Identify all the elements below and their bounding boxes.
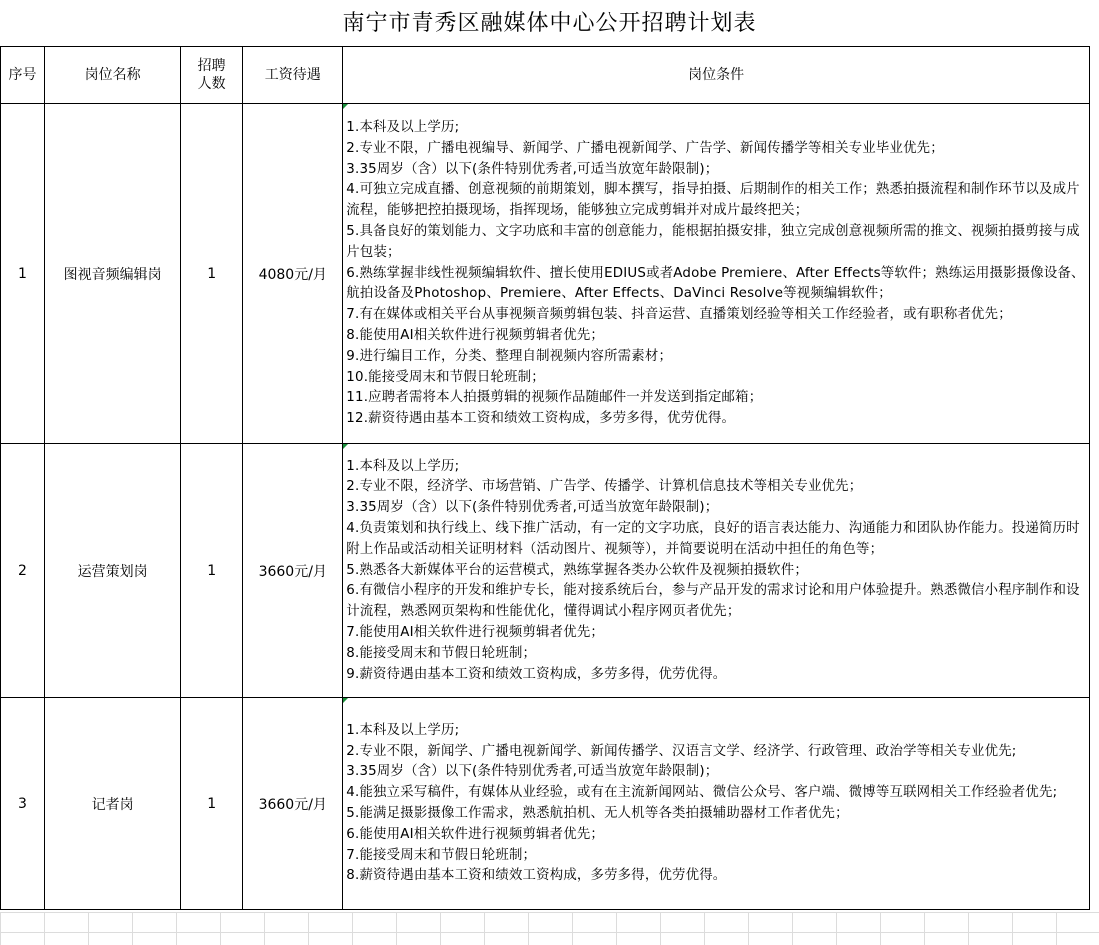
cell-pay[interactable]: 4080元/月 [243,104,343,444]
requirement-item: 7.有在媒体或相关平台从事视频音频剪辑包装、抖音运营、直播策划经验等相关工作经验者，或有职称者优先； [346,307,1012,323]
cell-index[interactable]: 2 [1,444,45,698]
requirement-item: 2.专业不限，广播电视编导、新闻学、广播电视新闻学、广告学、新闻传播学等相关专业毕业优先； [346,140,944,156]
requirement-item: 2.专业不限，新闻学、广播电视新闻学、新闻传播学、汉语言文学、经济学、行政管理、政治学等相关专业优先; [346,743,1017,759]
cell-count[interactable]: 1 [181,104,243,444]
cell-position[interactable]: 图视音频编辑岗 [45,104,181,444]
cell-pay[interactable]: 3660元/月 [243,444,343,698]
header-pay[interactable]: 工资待遇 [243,47,343,104]
requirement-item: 8.能使用AI相关软件进行视频剪辑者优先； [346,327,605,343]
requirement-item: 3.35周岁（含）以下(条件特别优秀者,可适当放宽年龄限制)； [346,500,719,516]
requirement-item: 1.本科及以上学历; [346,458,460,474]
table-row [1,698,1090,910]
requirement-item: 8.能接受周末和节假日轮班制； [346,645,537,661]
cell-position[interactable]: 记者岗 [45,698,181,910]
requirement-item: 6.熟练掌握非线性视频编辑软件、擅长使用EDIUS或者Adobe Premiere、After Effects等软件；熟练运用摄影摄像设备、航拍设备及Photoshop、Premiere、After Effects、DaVinci Resolve等视频编辑软件； [346,265,1085,302]
requirement-item: 11.应聘者需将本人拍摄剪辑的视频作品随邮件一并发送到指定邮箱； [346,390,763,406]
requirement-item: 5.熟悉各大新媒体平台的运营模式，熟练掌握各类办公软件及视频拍摄软件； [346,562,808,578]
table-row [1,444,1090,698]
header-count[interactable] [181,47,243,104]
requirement-item: 8.薪资待遇由基本工资和绩效工资构成，多劳多得，优劳优得。 [346,868,727,884]
page-title: 南宁市青秀区融媒体中心公开招聘计划表 [342,11,757,36]
cell-count[interactable]: 1 [181,444,243,698]
requirement-item: 4.可独立完成直播、创意视频的前期策划，脚本撰写，指导拍摄、后期制作的相关工作；熟悉拍摄流程和制作环节以及成片流程，能够把控拍摄现场，指挥现场，能够独立完成剪辑并对成片最终把关； [346,182,1080,219]
requirement-item: 1.本科及以上学历; [346,722,460,738]
requirement-item: 12.薪资待遇由基本工资和绩效工资构成，多劳多得，优劳优得。 [346,411,736,427]
requirement-item: 4.能独立采写稿件，有媒体从业经验，或有在主流新闻网站、微信公众号、客户端、微博等互联网相关工作经验者优先; [346,785,1058,801]
requirement-item: 1.本科及以上学历; [346,120,460,136]
requirement-item: 7.能使用AI相关软件进行视频剪辑者优先； [346,624,605,640]
cell-count[interactable]: 1 [181,698,243,910]
requirement-item: 4.负责策划和执行线上、线下推广活动，有一定的文字功底，良好的语言表达能力、沟通能力和团队协作能力。投递简历时附上作品或活动相关证明材料（活动图片、视频等），并简要说明在活动中担任的角色等； [346,521,1080,557]
cell-pay[interactable]: 3660元/月 [243,698,343,910]
requirement-item: 2.专业不限，经济学、市场营销、广告学、传播学、计算机信息技术等相关专业优先； [346,479,863,495]
header-index[interactable]: 序号 [1,47,45,104]
requirement-item: 7.能接受周末和节假日轮班制； [346,847,537,863]
requirements-list [343,720,1089,887]
header-requirements[interactable]: 岗位条件 [343,47,1090,104]
requirement-item: 6.有微信小程序的开发和维护专长，能对接系统后台，参与产品开发的需求讨论和用户体验提升。熟悉微信小程序制作和设计流程，熟悉网页架构和性能优化，懂得调试小程序网页者优先； [346,583,1080,620]
cell-position[interactable]: 运营策划岗 [45,444,181,698]
requirements-list [343,456,1089,686]
header-count-label: 招聘人数 [197,58,226,92]
cell-index[interactable]: 1 [1,104,45,444]
requirement-item: 3.35周岁（含）以下(条件特别优秀者,可适当放宽年龄限制)； [346,161,719,177]
requirement-item: 9.薪资待遇由基本工资和绩效工资构成，多劳多得，优劳优得。 [346,666,727,682]
recruitment-plan-table [0,46,1090,910]
requirement-item: 5.能满足摄影摄像工作需求，熟悉航拍机、无人机等各类拍摄辅助器材工作者优先； [346,806,849,821]
requirement-item: 5.具备良好的策划能力、文字功底和丰富的创意能力，能根据拍摄安排，独立完成创意视频所需的推文、视频拍摄剪接与成片包装； [346,224,1080,260]
empty-grid-area[interactable] [0,912,1099,945]
requirement-item: 9.进行编目工作，分类、整理自制视频内容所需素材； [346,348,673,364]
table-row [1,104,1090,444]
requirement-item: 3.35周岁（含）以下(条件特别优秀者,可适当放宽年龄限制)； [346,764,719,780]
header-row [1,47,1090,104]
requirement-item: 10.能接受周末和节假日轮班制； [346,369,545,385]
requirements-list [343,117,1089,430]
cell-index[interactable]: 3 [1,698,45,910]
cell-requirements[interactable] [343,444,1090,698]
cell-requirements[interactable] [343,104,1090,444]
requirement-item: 6.能使用AI相关软件进行视频剪辑者优先； [346,826,605,842]
header-position[interactable]: 岗位名称 [45,47,181,104]
cell-requirements[interactable] [343,698,1090,910]
